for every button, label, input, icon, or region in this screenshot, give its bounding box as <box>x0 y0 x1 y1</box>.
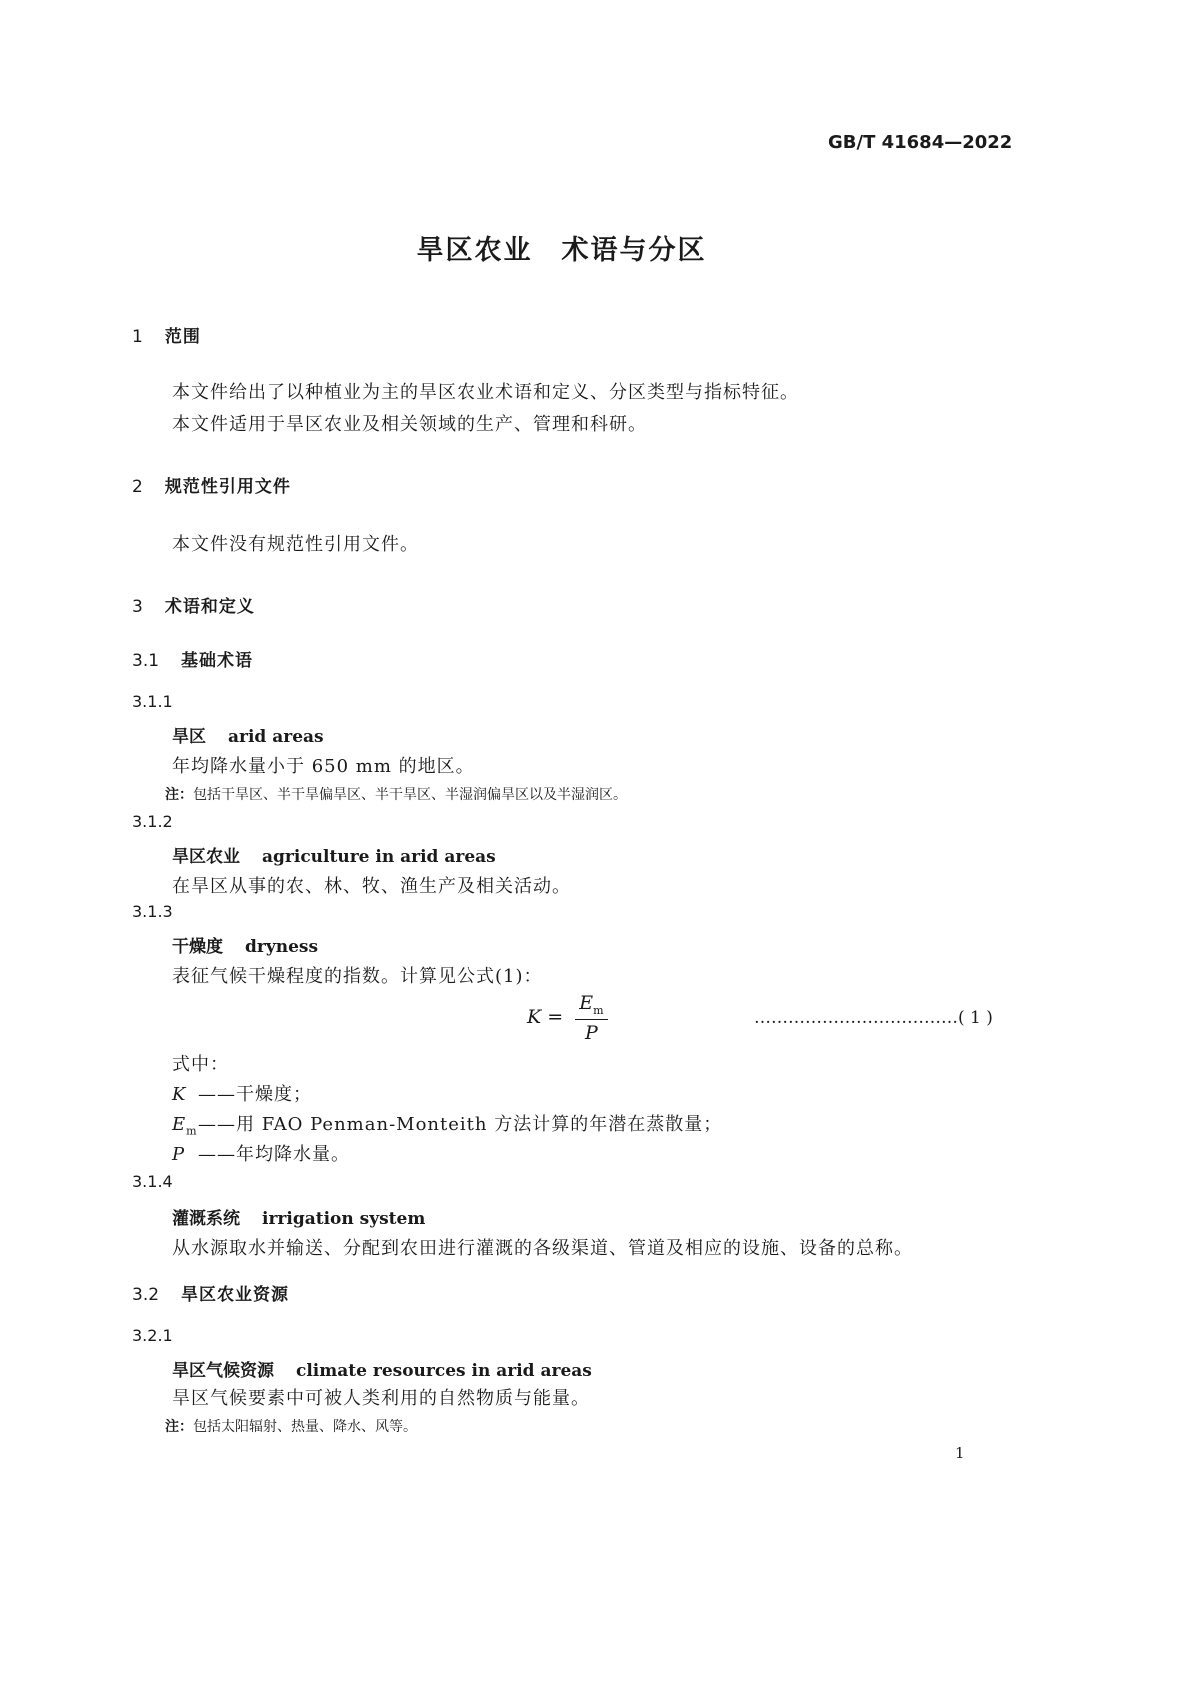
section-1-heading <box>132 322 201 347</box>
section-number: 3.1 <box>132 651 160 671</box>
subsection-3-1-heading <box>132 646 253 671</box>
section-title: 范围 <box>164 327 201 347</box>
term-number: 3.1.1 <box>132 692 173 711</box>
note-label: 注： <box>165 1419 193 1435</box>
variable-symbol: K <box>172 1084 187 1105</box>
term-definition: 年均降水量小于 650 mm 的地区。 <box>172 756 475 777</box>
term-en: agriculture in arid areas <box>262 847 496 867</box>
section-title: 术语和定义 <box>164 597 255 617</box>
section-2-heading <box>132 472 291 497</box>
section-title: 基础术语 <box>181 651 254 671</box>
note-label: 注： <box>165 787 193 803</box>
term-definition: 在旱区从事的农、林、牧、渔生产及相关活动。 <box>172 876 571 897</box>
standard-code: GB/T 41684—2022 <box>828 132 1013 153</box>
term-en: climate resources in arid areas <box>296 1361 592 1381</box>
term-zh: 灌溉系统 <box>172 1209 240 1229</box>
variable-definition <box>172 1140 350 1168</box>
term-number: 3.1.3 <box>132 902 173 921</box>
paragraph: 本文件适用于旱区农业及相关领域的生产、管理和科研。 <box>172 414 647 435</box>
variable-description: ——干燥度； <box>198 1084 312 1105</box>
paragraph: 本文件没有规范性引用文件。 <box>172 534 419 555</box>
variable-description: ——用 FAO Penman-Monteith 方法计算的年潜在蒸散量； <box>198 1114 723 1135</box>
term-number: 3.1.2 <box>132 812 173 831</box>
section-number: 1 <box>132 327 143 347</box>
term-heading <box>172 842 496 867</box>
subsection-3-2-heading <box>132 1280 289 1305</box>
term-zh: 干燥度 <box>172 937 223 957</box>
term-heading <box>172 1204 425 1229</box>
term-en: irrigation system <box>262 1209 426 1229</box>
term-definition: 旱区气候要素中可被人类利用的自然物质与能量。 <box>172 1388 590 1409</box>
formula-dots: ……………………………… <box>754 1008 958 1028</box>
variable-symbol: $E_m$ <box>172 1114 198 1138</box>
formula-numerator: $E_m$ <box>575 992 607 1020</box>
where-label: 式中： <box>172 1054 229 1075</box>
section-title: 旱区农业资源 <box>181 1285 290 1305</box>
term-number: 3.1.4 <box>132 1172 173 1191</box>
variable-description: ——年均降水量。 <box>198 1144 350 1165</box>
variable-symbol: P <box>172 1144 186 1165</box>
term-heading <box>172 722 324 747</box>
paragraph: 本文件给出了以种植业为主的旱区农业术语和定义、分区类型与指标特征。 <box>172 382 799 403</box>
term-en: arid areas <box>228 727 324 747</box>
term-note <box>165 784 627 804</box>
section-number: 3.2 <box>132 1285 160 1305</box>
formula-lhs: K <box>527 1005 542 1028</box>
term-zh: 旱区气候资源 <box>172 1361 274 1381</box>
formula-label: ( 1 ) <box>958 1008 993 1028</box>
formula-equals: = <box>547 1005 564 1028</box>
section-number: 2 <box>132 477 143 497</box>
section-title: 规范性引用文件 <box>164 477 291 497</box>
formula-reference <box>754 1008 993 1028</box>
term-en: dryness <box>245 937 319 957</box>
section-number: 3 <box>132 597 143 617</box>
document-title: 旱区农业 术语与分区 <box>416 235 707 266</box>
section-3-heading <box>132 592 255 617</box>
term-note <box>165 1416 417 1436</box>
term-zh: 旱区农业 <box>172 847 240 867</box>
term-definition: 从水源取水并输送、分配到农田进行灌溉的各级渠道、管道及相应的设施、设备的总称。 <box>172 1238 913 1259</box>
term-heading <box>172 1356 592 1381</box>
term-heading <box>172 932 318 957</box>
formula-fraction <box>575 992 607 1044</box>
page-number: 1 <box>955 1444 965 1462</box>
formula <box>527 992 608 1044</box>
variable-definition <box>172 1110 722 1138</box>
note-text: 包括太阳辐射、热量、降水、风等。 <box>193 1419 417 1435</box>
term-number: 3.2.1 <box>132 1326 173 1345</box>
variable-definition <box>172 1080 312 1108</box>
term-definition: 表征气候干燥程度的指数。计算见公式(1)： <box>172 966 543 987</box>
note-text: 包括干旱区、半干旱偏旱区、半干旱区、半湿润偏旱区以及半湿润区。 <box>193 787 627 803</box>
formula-denominator: P <box>584 1021 598 1044</box>
term-zh: 旱区 <box>172 727 206 747</box>
